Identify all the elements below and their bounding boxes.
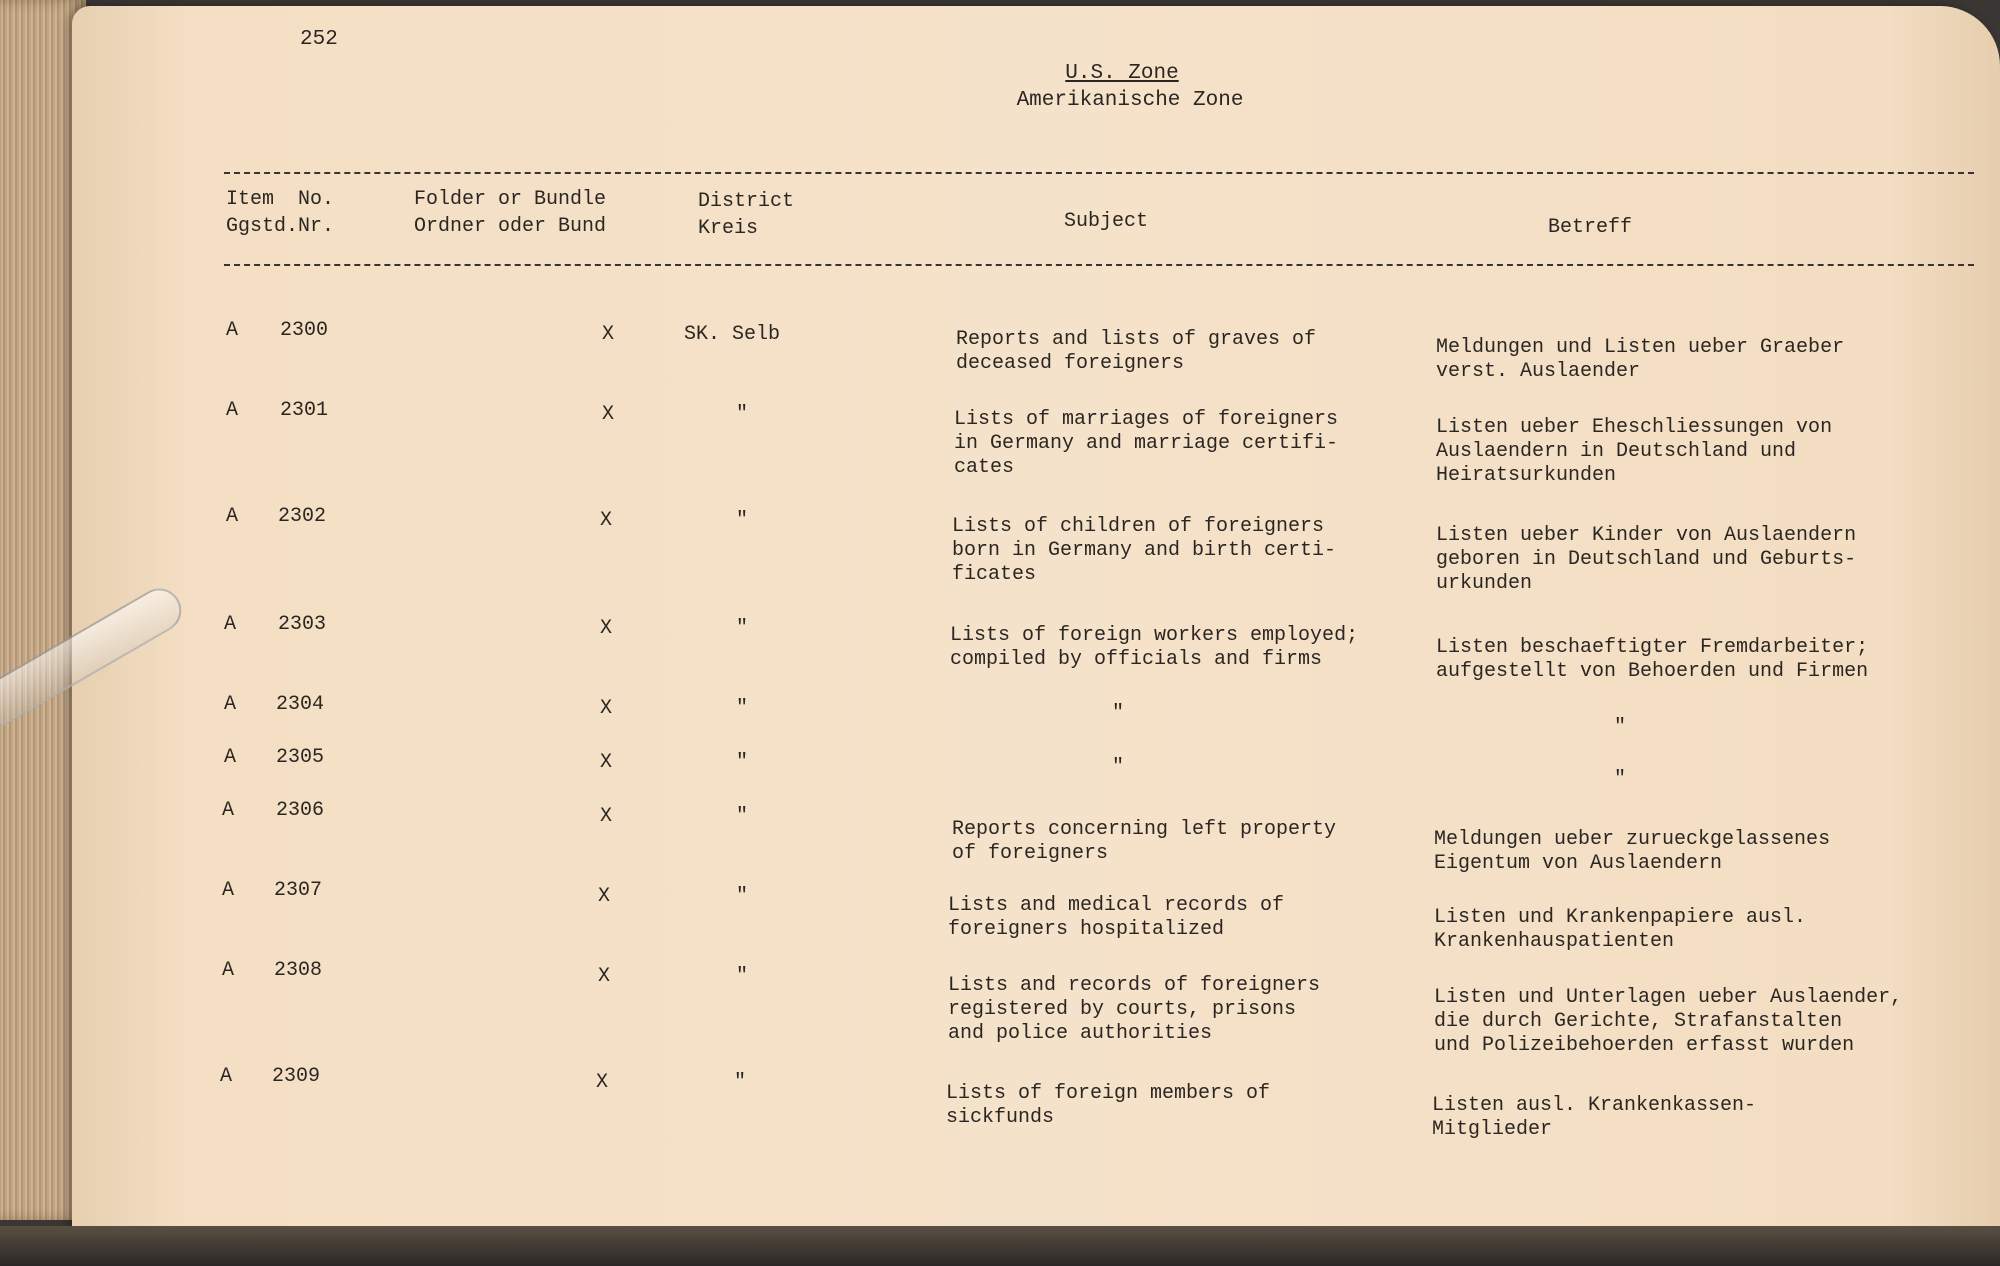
subject-text: Reports and lists of graves of deceased foreigners — [956, 328, 1317, 375]
zone-title-german: Amerikanische Zone — [1016, 89, 1244, 112]
column-header-betreff: Betreff — [1548, 216, 1633, 239]
column-header-district: District Kreis — [698, 190, 795, 240]
zone-title-english: U.S. Zone — [1065, 62, 1179, 85]
column-header-subject: Subject — [1064, 210, 1149, 233]
district: " — [736, 403, 749, 426]
subject-text: Lists and medical records of foreigners hospitalized — [948, 894, 1285, 941]
district: " — [736, 805, 749, 828]
betreff-text: " — [1614, 768, 1627, 791]
folder-mark: X — [600, 697, 613, 720]
folder-mark: X — [602, 403, 615, 426]
district: " — [736, 885, 749, 908]
betreff-text: " — [1614, 716, 1627, 739]
column-header-item: Item No. Ggstd.Nr. — [226, 188, 335, 238]
subject-text: " — [1112, 756, 1125, 779]
subject-text: Reports concerning left property of foreigners — [952, 818, 1337, 865]
item-prefix: A — [226, 505, 239, 528]
district: " — [734, 1071, 747, 1094]
betreff-text: Listen ueber Kinder von Auslaendern geboren in Deutschland und Geburts- urkunden — [1436, 524, 1857, 595]
betreff-text: Meldungen ueber zurueckgelassenes Eigentum von Auslaendern — [1434, 828, 1831, 875]
district: " — [736, 965, 749, 988]
item-prefix: A — [224, 613, 237, 636]
item-prefix: A — [224, 693, 237, 716]
item-prefix: A — [222, 959, 235, 982]
folder-mark: X — [600, 617, 613, 640]
district: " — [736, 617, 749, 640]
betreff-text: Meldungen und Listen ueber Graeber verst. Auslaender — [1436, 336, 1845, 383]
betreff-text: Listen und Krankenpapiere ausl. Krankenhauspatienten — [1434, 906, 1807, 953]
betreff-text: Listen ueber Eheschliessungen von Auslaendern in Deutschland und Heiratsurkunden — [1436, 416, 1833, 487]
item-prefix: A — [226, 399, 239, 422]
subject-text: Lists of children of foreigners born in Germany and birth certi- ficates — [952, 515, 1337, 586]
item-prefix: A — [222, 879, 235, 902]
item-number: 2305 — [276, 746, 325, 769]
subject-text: Lists of foreign workers employed; compiled by officials and firms — [950, 624, 1359, 671]
item-number: 2306 — [276, 799, 325, 822]
folder-mark: X — [600, 509, 613, 532]
header-top-rule — [224, 172, 1974, 174]
district: " — [736, 697, 749, 720]
subject-text: Lists and records of foreigners registered by courts, prisons and police authorities — [948, 974, 1321, 1045]
betreff-text: Listen ausl. Krankenkassen- Mitglieder — [1432, 1094, 1757, 1141]
header-bottom-rule — [224, 264, 1974, 266]
item-number: 2302 — [278, 505, 327, 528]
subject-text: Lists of marriages of foreigners in Germany and marriage certifi- cates — [954, 408, 1339, 479]
item-number: 2304 — [276, 693, 325, 716]
district: " — [736, 509, 749, 532]
folder-mark: X — [596, 1071, 609, 1094]
folder-mark: X — [600, 751, 613, 774]
item-prefix: A — [222, 799, 235, 822]
item-number: 2301 — [280, 399, 329, 422]
folder-mark: X — [598, 885, 611, 908]
item-number: 2309 — [272, 1065, 321, 1088]
column-header-folder: Folder or Bundle Ordner oder Bund — [414, 188, 607, 238]
betreff-text: Listen und Unterlagen ueber Auslaender, die durch Gerichte, Strafanstalten und Polizeibehoerden erfasst wurden — [1434, 986, 1903, 1057]
folder-mark: X — [598, 965, 611, 988]
item-number: 2303 — [278, 613, 327, 636]
page-number: 252 — [300, 28, 338, 51]
item-number: 2307 — [274, 879, 323, 902]
folder-mark: X — [600, 805, 613, 828]
district: " — [736, 751, 749, 774]
subject-text: " — [1112, 702, 1125, 725]
book-bottom-edge — [0, 1226, 2000, 1266]
betreff-text: Listen beschaeftigter Fremdarbeiter; aufgestellt von Behoerden und Firmen — [1436, 636, 1869, 683]
item-number: 2300 — [280, 319, 329, 342]
item-prefix: A — [220, 1065, 233, 1088]
item-prefix: A — [224, 746, 237, 769]
folder-mark: X — [602, 323, 615, 346]
subject-text: Lists of foreign members of sickfunds — [946, 1082, 1271, 1129]
item-number: 2308 — [274, 959, 323, 982]
item-prefix: A — [226, 319, 239, 342]
district: SK. Selb — [684, 323, 781, 346]
